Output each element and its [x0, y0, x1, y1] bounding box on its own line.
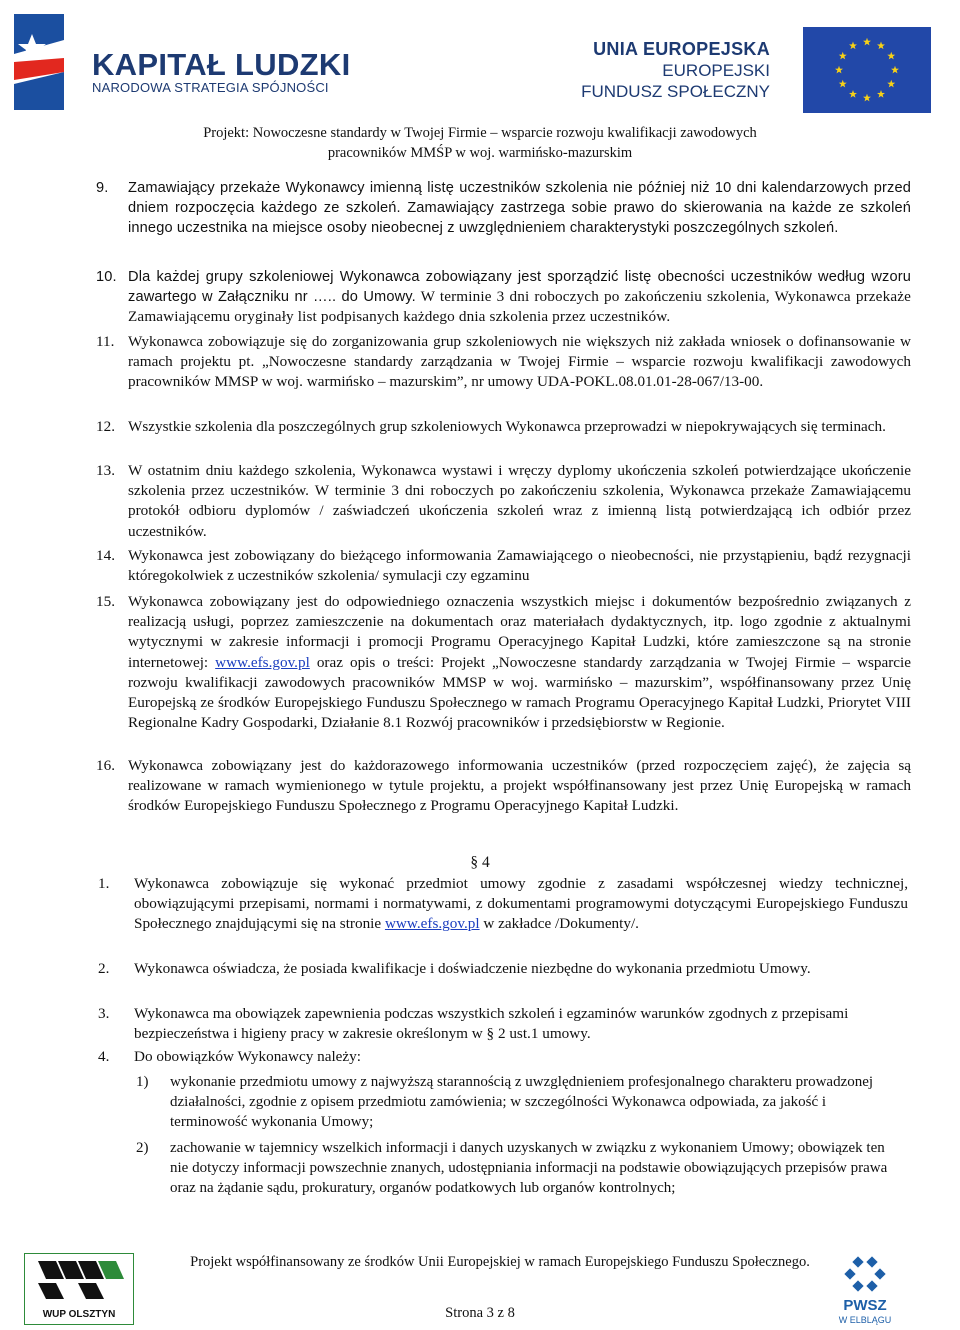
eu-line-1: UNIA EUROPEJSKA: [593, 39, 770, 59]
item-text: [96, 592, 911, 733]
item-number: 13.: [96, 462, 115, 479]
pwsz-elblag-logo-icon: [824, 1256, 906, 1326]
item-text: Do obowiązków Wykonawcy należy:: [134, 1048, 361, 1065]
page-number: Strona 3 z 8: [445, 1305, 515, 1321]
subitem-1: [136, 1072, 888, 1133]
item-text-b: W terminie 3 dni roboczych po zakończeniu szkolenia, Wykonawca przekaże Zamawiającemu oryginały list podpisanych każdego dnia szkolenia przez uczestników.: [128, 288, 911, 326]
item-text: Wykonawca zobowiązuje się do zorganizowania grup szkoleniowych nie większych niż zakłada wniosek o dofinansowanie w ramach projektu pt. „Nowoczesne standardy zarządzania w Twojej Firmie – wsparcie rozwoju kwalifikacji zawodowych pracowników MMSP w woj. warmińsko – mazurskim”, nr umowy UDA-POKL.08.01.01-28-067/13-00.: [128, 333, 911, 391]
kapital-ludzki-logo-icon: [14, 14, 64, 110]
item-number: 16.: [96, 757, 115, 774]
item-number: 10.: [96, 269, 117, 285]
section4-item-3: [98, 1004, 888, 1044]
pwsz-label: PWSZ: [843, 1297, 887, 1314]
funding-note: Projekt współfinansowany ze środków Unii Europejskiej w ramach Europejskiego Funduszu Społecznego.: [190, 1254, 810, 1270]
subitem-number: 1): [136, 1074, 149, 1090]
item-number: 11.: [96, 333, 115, 350]
item-text: Wszystkie szkolenia dla poszczególnych grup szkoleniowych Wykonawca przeprowadzi w niepokrywających się terminach.: [128, 418, 886, 435]
item-text-a: Wykonawca zobowiązuje się wykonać przedmiot umowy zgodnie z zasadami współczesnej wiedzy technicznej, obowiązującymi przepisami, normami i normatywami, z dokumentami programowymi dotyczącymi Europejskiego Funduszu Społecznego znajdującymi się na stronie: [134, 875, 908, 933]
list-item-11: [96, 332, 911, 393]
item-text: Wykonawca oświadcza, że posiada kwalifikacje i doświadczenie niezbędne do wykonania przedmiotu Umowy.: [134, 960, 811, 977]
project-line-2: pracowników MMŚP w woj. warmińsko-mazurskim: [327, 145, 633, 161]
list-item-13: [96, 461, 911, 542]
item-number: 15.: [96, 593, 115, 610]
eu-text-block: [581, 38, 770, 102]
list-item-14: [96, 546, 911, 586]
project-line-1: Projekt: Nowoczesne standardy w Twojej Firmie – wsparcie rozwoju kwalifikacji zawodowych: [203, 125, 757, 141]
list-item-15: [96, 592, 911, 733]
kapital-ludzki-subtitle: NARODOWA STRATEGIA SPÓJNOŚCI: [92, 80, 329, 95]
section4-item-2: [98, 959, 858, 979]
item-text: W ostatnim dniu każdego szkolenia, Wykonawca wystawi i wręczy dyplomy ukończenia szkoleń potwierdzające ukończenie szkolenia przez uczestników. W terminie 3 dni roboczych po zakończeniu szkolenia, Wykonawca przekaże Zamawiającemu protokół odbioru dyplomów / zaświadczeń ukończenia szkoleń wraz z imienną listą potwierdzającą ich odbiór przez uczestników.: [128, 462, 911, 540]
item-number: 1.: [98, 875, 110, 892]
item-text-b: w zakładce /Dokumenty/.: [479, 915, 639, 933]
item-number: 2.: [98, 960, 110, 977]
kapital-ludzki-title: KAPITAŁ LUDZKI: [92, 47, 351, 82]
item-text-a: Dla każdej grupy szkoleniowej Wykonawca zobowiązany jest sporządzić listę obecności uczestników według wzoru zawartego w Załączniku nr ….. do Umowy.: [128, 269, 911, 306]
page-header: [0, 0, 960, 170]
item-number: 3.: [98, 1005, 110, 1022]
section-title: § 4: [470, 854, 490, 871]
efs-link[interactable]: www.efs.gov.pl: [384, 915, 480, 933]
subitem-text: wykonanie przedmiotu umowy z najwyższą starannością z uwzględnieniem profesjonalnego charakteru prowadzonej działalności, zgodnie z opisem przedmiotu zamówienia; w szczególności Wykonawca odpowiada, za jakość i terminowość wykonania Umowy;: [170, 1074, 874, 1131]
wup-label: WUP OLSZTYN: [42, 1309, 116, 1320]
eu-line-3: FUNDUSZ SPOŁECZNY: [581, 82, 770, 101]
item-text: Wykonawca jest zobowiązany do bieżącego informowania Zamawiającego o nieobecności, nie przystąpieniu, bądź rezygnacji któregokolwiek z uczestników szkolenia/ symulacji czy egzaminu: [128, 547, 911, 585]
efs-link[interactable]: www.efs.gov.pl: [215, 653, 310, 671]
item-text: Wykonawca zobowiązany jest do każdorazowego informowania uczestników (przed rozpoczęciem zajęć), że zajęcia są realizowane w ramach wymienionego w tytule projektu, a projekt współfinansowany jest przez Unię Europejską w ramach środków Europejskiego Funduszu Społecznego z Programu Operacyjnego Kapitał Ludzki.: [128, 757, 911, 815]
subitem-number: 2): [136, 1140, 149, 1156]
list-item-12: [96, 417, 911, 437]
pwsz-sub-label: W ELBLĄGU: [838, 1315, 892, 1325]
eu-flag-icon: [803, 27, 931, 113]
item-text-b: oraz opis o treści: Projekt „Nowoczesne standardy zarządzania w Twojej Firmie – wsparcie rozwoju kwalifikacji zawodowych pracowników MMSP w woj. warmińsko – mazurskim”, współfinansowany przez Unię Europejską ze środków Europejskiego Funduszu Społecznego w ramach Programu Operacyjnego Kapitał Ludzki, Priorytet VIII Regionalne Kadry Gospodarki, Działanie 8.1 Rozwój pracowników i przedsiębiorstw w Regionie.: [128, 653, 911, 732]
item-text: Zamawiający przekaże Wykonawcy imienną listę uczestników szkolenia nie później niż 10 dni kalendarzowych przed dniem rozpoczęcia każdego ze szkoleń. Zamawiający zastrzega sobie prawo do skierowania na każde ze szkoleń innego uczestnika na miejsce osoby nieobecnej z uwzględnieniem charakterystyki poszczególnych szkoleń.: [128, 180, 911, 237]
subitem-text: zachowanie w tajemnicy wszelkich informacji i danych uzyskanych w związku z wykonaniem Umowy; obowiązek ten nie dotyczy informacji powszechnie znanych, udostępniania informacji na podstawie obowiązujących przepisów prawa oraz na żądanie sądu, prokuratury, organów podatkowych lub organów kontrolnych;: [170, 1140, 888, 1197]
section4-item-4: [98, 1047, 888, 1067]
item-number: 9.: [96, 180, 109, 196]
item-number: 14.: [96, 547, 115, 564]
list-item-10: [96, 267, 911, 328]
item-text: [96, 267, 911, 328]
item-text: Wykonawca ma obowiązek zapewnienia podczas wszystkich szkoleń i egzaminów warunków zgodnych z przepisami bezpieczeństwa i higieny pracy w zakresie określonym w § 2 ust.1 umowy.: [134, 1005, 849, 1043]
section4-item-1: [98, 874, 908, 935]
list-item-9: [96, 178, 911, 239]
item-text-a: Wykonawca zobowiązany jest do odpowiedniego oznaczenia wszystkich miejsc i dokumentów bezpośrednio związanych z realizacją usługi, poprzez zamieszczenie na dokumentach oraz materiałach dydaktycznych, itp. logo zgodnie z aktualnymi wytycznymi w zakresie informacji i promocji Programu Operacyjnego Kapitał Ludzki, które zamieszczone są na stronie internetowej:: [128, 593, 911, 671]
item-text: [98, 874, 908, 935]
subitem-2: [136, 1138, 888, 1199]
item-number: 12.: [96, 418, 115, 435]
eu-line-2: EUROPEJSKI: [662, 61, 770, 80]
list-item-16: [96, 756, 911, 817]
item-number: 4.: [98, 1048, 110, 1065]
